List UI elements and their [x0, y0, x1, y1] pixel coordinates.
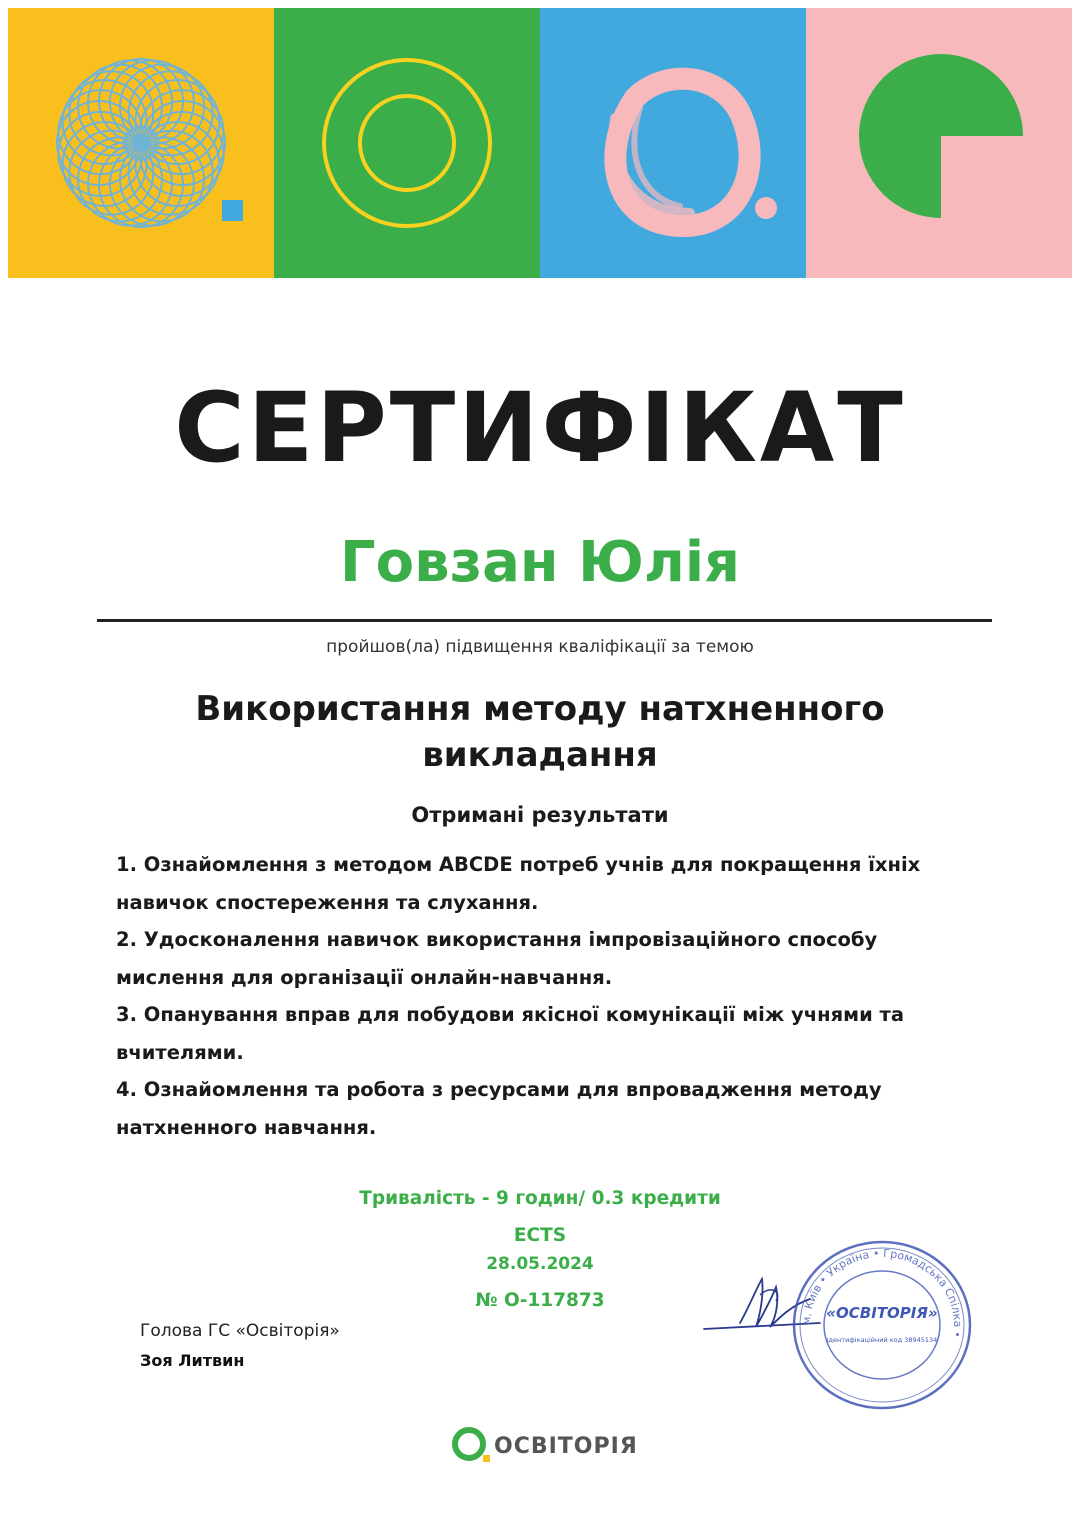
- svg-text:ідентифікаційний код 38945134: ідентифікаційний код 38945134: [826, 1336, 938, 1344]
- concentric-circles-icon: [274, 8, 540, 278]
- course-topic: Використання методу натхненного викладання: [195, 689, 885, 775]
- results-title: Отримані результати: [411, 803, 669, 827]
- issue-date: 28.05.2024: [486, 1254, 594, 1274]
- banner-tile-yellow: [8, 8, 274, 278]
- result-item: 2. Удосконалення навичок використання імпровізаційного способу мислення для організації онлайн-навчання.: [116, 928, 878, 989]
- result-item: 3. Опанування вправ для побудови якісної комунікації між учнями та вчителями.: [116, 1003, 904, 1064]
- logo-circle-icon: [450, 1424, 490, 1464]
- passed-text: пройшов(ла) підвищення кваліфікації за темою: [326, 637, 754, 657]
- banner-tile-green: [274, 8, 540, 278]
- results-list: [116, 846, 986, 1146]
- banner-tile-blue: [540, 8, 806, 278]
- result-item: 1. Ознайомлення з методом ABCDE потреб учнів для покращення їхніх навичок спостереження та слухання.: [116, 853, 921, 914]
- recipient-name: Говзан Юлія: [339, 530, 740, 595]
- certificate-title: СЕРТИФІКАТ: [174, 372, 906, 484]
- banner-tile-pink: [806, 8, 1072, 278]
- signatory-name: Зоя Литвин: [140, 1351, 245, 1370]
- svg-text:м. Київ • Україна • Громадська: м. Київ • Україна • Громадська Спілка •: [799, 1246, 965, 1339]
- osvitoria-logo: [450, 1420, 638, 1468]
- certificate-number: № О-117873: [475, 1290, 605, 1311]
- name-underline: [97, 619, 992, 622]
- svg-text:«ОСВІТОРІЯ»: «ОСВІТОРІЯ»: [826, 1304, 938, 1322]
- signatory-position: Голова ГС «Освіторія»: [140, 1321, 340, 1341]
- header-banner: [8, 8, 1072, 278]
- logo-text: ОСВІТОРІЯ: [494, 1433, 638, 1459]
- pie-shape-icon: [806, 8, 1072, 278]
- brush-circle-icon: [540, 8, 806, 278]
- result-item: 4. Ознайомлення та робота з ресурсами для впровадження методу натхненного навчання.: [116, 1078, 882, 1139]
- stamp-icon: [790, 1238, 975, 1413]
- sunburst-icon: [8, 8, 274, 278]
- duration-text: Тривалість - 9 годин/ 0.3 кредити ECTS: [359, 1188, 721, 1246]
